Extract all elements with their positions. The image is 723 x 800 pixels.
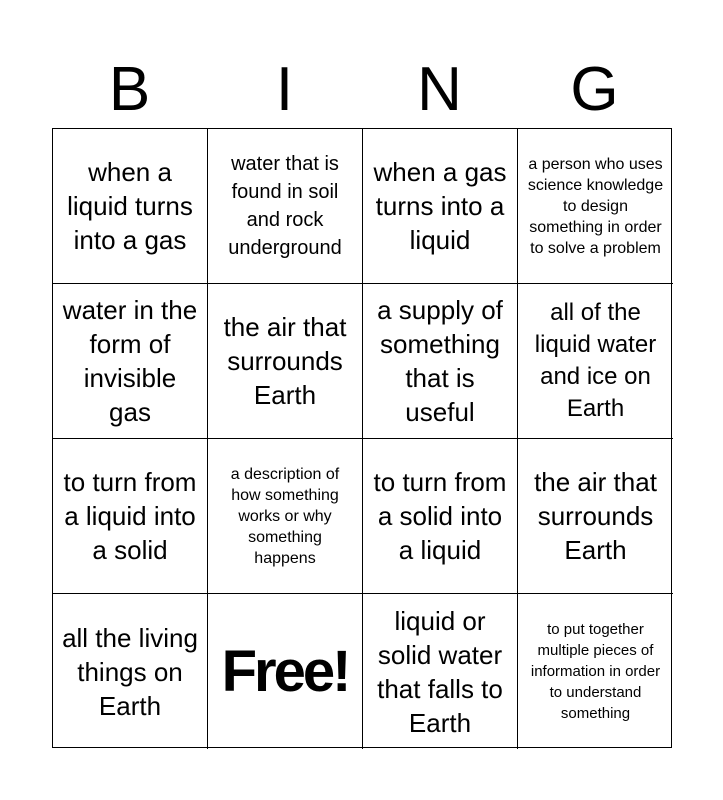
bingo-cell[interactable] [363,594,518,749]
free-space-cell[interactable] [208,594,363,749]
bingo-board [52,128,672,748]
bingo-header [52,52,672,128]
bingo-cell[interactable] [518,594,673,749]
free-space-label: Free! [221,638,349,704]
header-letter-i: I [275,55,294,124]
bingo-cell[interactable] [53,439,208,594]
cell-text: when a liquid turns into a gas [67,157,193,255]
bingo-cell[interactable] [53,129,208,284]
bingo-cell[interactable] [208,284,363,439]
header-letter-b: B [108,55,151,124]
bingo-cell[interactable] [518,439,673,594]
cell-text: all the living things on Earth [62,622,198,721]
cell-text: the air that surrounds Earth [534,467,657,565]
bingo-cell[interactable] [518,129,673,284]
cell-text: the air that surrounds Earth [223,312,347,410]
cell-text: to put together multiple pieces of information in order to understand something [530,621,661,722]
cell-text: to turn from a liquid into a solid [63,467,197,565]
cell-text: to turn from a solid into a liquid [373,467,507,565]
bingo-cell[interactable] [208,129,363,284]
bingo-cell[interactable] [208,439,363,594]
bingo-cell[interactable] [53,284,208,439]
cell-text: liquid or solid water that falls to Earth [377,605,503,738]
bingo-cell[interactable] [363,439,518,594]
header-letter-n: N [417,55,462,124]
cell-text: when a gas turns into a liquid [373,157,507,255]
bingo-cell[interactable] [518,284,673,439]
bingo-cell[interactable] [53,594,208,749]
cell-text: water in the form of invisible gas [62,295,198,427]
cell-text: water that is found in soil and rock underground [228,153,342,259]
cell-text: a person who uses science knowledge to design something in order to solve a problem [527,155,664,257]
header-letter-g: G [570,55,619,124]
cell-text: all of the liquid water and ice on Earth [534,299,657,422]
cell-text: a description of how something works or why something happens [230,465,340,567]
cell-text: a supply of something that is useful [377,295,503,427]
bingo-cell[interactable] [363,129,518,284]
bingo-cell[interactable] [363,284,518,439]
